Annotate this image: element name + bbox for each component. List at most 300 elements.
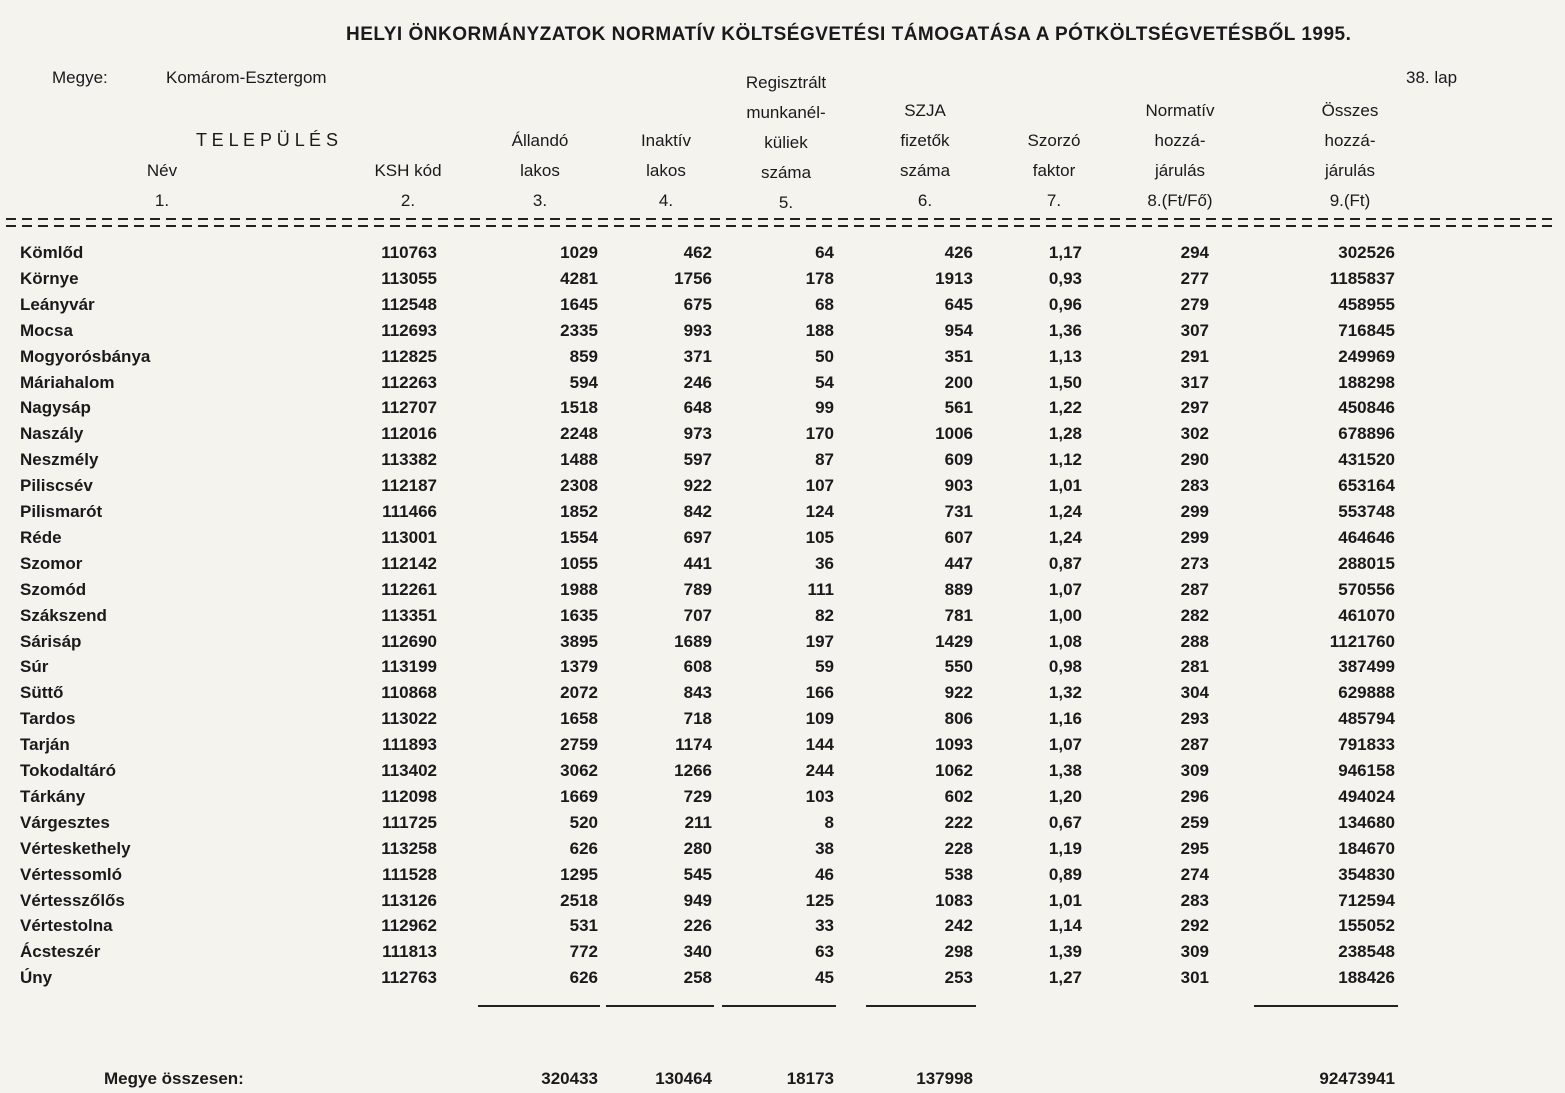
cell-szorzo: 0,89 bbox=[1048, 864, 1082, 884]
cell-reg: 8 bbox=[824, 812, 834, 832]
cell-allando: 2072 bbox=[560, 683, 598, 703]
cell-inaktiv: 843 bbox=[683, 683, 712, 703]
cell-ksh: 113382 bbox=[381, 450, 437, 470]
header-registered-unemployed: Regisztrált munkanél- küliek száma 5. bbox=[745, 73, 827, 212]
cell-inaktiv: 280 bbox=[683, 838, 712, 858]
cell-name: Szomód bbox=[20, 579, 87, 599]
cell-norm: 299 bbox=[1180, 502, 1209, 521]
cell-name: Vértesszőlős bbox=[20, 890, 125, 910]
cell-ossz: 188298 bbox=[1338, 372, 1395, 392]
cell-allando: 772 bbox=[569, 942, 598, 962]
cell-ossz: 712594 bbox=[1338, 890, 1395, 910]
cell-szorzo: 1,08 bbox=[1048, 631, 1082, 651]
cell-reg: 124 bbox=[805, 502, 834, 521]
cell-reg: 33 bbox=[815, 916, 834, 936]
cell-szorzo: 1,50 bbox=[1048, 372, 1082, 392]
cell-inaktiv: 371 bbox=[683, 346, 712, 366]
totals-ossz: 92473941 bbox=[1319, 1069, 1395, 1088]
county-label: Megye: bbox=[52, 68, 108, 87]
cell-szja: 550 bbox=[944, 657, 973, 677]
cell-allando: 3895 bbox=[560, 631, 598, 651]
cell-inaktiv: 697 bbox=[683, 527, 712, 547]
cell-inaktiv: 718 bbox=[683, 709, 712, 729]
cell-ossz: 494024 bbox=[1338, 786, 1395, 806]
sum-line-szja bbox=[866, 1005, 976, 1007]
cell-ksh: 111466 bbox=[382, 502, 437, 521]
cell-inaktiv: 729 bbox=[683, 786, 712, 806]
cell-ksh: 112261 bbox=[381, 579, 437, 599]
cell-szorzo: 1,12 bbox=[1048, 450, 1082, 470]
cell-inaktiv: 789 bbox=[683, 579, 712, 599]
cell-norm: 287 bbox=[1180, 735, 1209, 755]
cell-ossz: 464646 bbox=[1338, 527, 1395, 547]
cell-name: Vérteskethely bbox=[20, 838, 131, 858]
sum-line-inaktiv bbox=[606, 1005, 714, 1007]
cell-inaktiv: 842 bbox=[683, 502, 712, 521]
cell-allando: 2335 bbox=[560, 320, 598, 340]
cell-norm: 297 bbox=[1180, 398, 1209, 418]
table-row bbox=[0, 551, 1565, 577]
cell-norm: 309 bbox=[1180, 942, 1209, 962]
cell-inaktiv: 973 bbox=[683, 424, 712, 444]
cell-name: Tarján bbox=[20, 735, 70, 755]
cell-ksh: 112142 bbox=[381, 553, 437, 573]
cell-szja: 1429 bbox=[935, 631, 973, 651]
table-row bbox=[0, 473, 1565, 499]
header-multiplier: Szorzó faktor 7. bbox=[1027, 131, 1081, 210]
cell-norm: 273 bbox=[1180, 553, 1209, 573]
cell-szja: 806 bbox=[944, 709, 973, 729]
table-row bbox=[0, 680, 1565, 706]
cell-name: Sárisáp bbox=[20, 631, 82, 651]
cell-allando: 1295 bbox=[560, 864, 598, 884]
page-number: 38. lap bbox=[1406, 68, 1458, 87]
cell-ossz: 791833 bbox=[1338, 735, 1395, 755]
cell-name: Vértestolna bbox=[20, 916, 113, 936]
cell-reg: 166 bbox=[805, 683, 834, 703]
cell-reg: 188 bbox=[805, 320, 834, 340]
cell-norm: 307 bbox=[1180, 320, 1209, 340]
cell-name: Tárkány bbox=[20, 786, 86, 806]
cell-name: Piliscsév bbox=[20, 476, 93, 496]
cell-allando: 1988 bbox=[560, 579, 598, 599]
cell-ossz: 249969 bbox=[1338, 346, 1395, 366]
cell-ossz: 184670 bbox=[1338, 838, 1395, 858]
cell-szorzo: 1,07 bbox=[1048, 579, 1082, 599]
cell-ossz: 458955 bbox=[1338, 294, 1395, 314]
cell-szja: 200 bbox=[944, 372, 973, 392]
cell-reg: 170 bbox=[805, 424, 834, 444]
cell-szja: 561 bbox=[944, 398, 973, 418]
cell-szja: 607 bbox=[944, 527, 973, 547]
cell-reg: 38 bbox=[815, 838, 834, 858]
cell-norm: 301 bbox=[1180, 968, 1209, 988]
cell-szja: 228 bbox=[944, 838, 973, 858]
cell-norm: 291 bbox=[1180, 346, 1209, 366]
cell-name: Mogyorósbánya bbox=[20, 346, 151, 366]
table-row bbox=[0, 395, 1565, 421]
cell-allando: 1669 bbox=[560, 786, 598, 806]
cell-szja: 1093 bbox=[935, 735, 973, 755]
cell-szorzo: 1,28 bbox=[1048, 424, 1082, 444]
cell-reg: 178 bbox=[805, 268, 834, 288]
cell-inaktiv: 675 bbox=[683, 294, 712, 314]
cell-inaktiv: 340 bbox=[683, 942, 712, 962]
cell-name: Súr bbox=[20, 657, 49, 677]
cell-inaktiv: 597 bbox=[683, 450, 712, 470]
cell-reg: 68 bbox=[815, 294, 834, 314]
table-row bbox=[0, 344, 1565, 370]
cell-inaktiv: 258 bbox=[683, 968, 712, 988]
cell-ksh: 113022 bbox=[381, 709, 437, 729]
cell-name: Tardos bbox=[20, 709, 76, 729]
cell-name: Szomor bbox=[20, 553, 83, 573]
cell-ksh: 112763 bbox=[381, 968, 437, 988]
cell-name: Várgesztes bbox=[20, 812, 110, 832]
cell-szorzo: 0,96 bbox=[1048, 294, 1082, 314]
cell-ossz: 134680 bbox=[1338, 812, 1395, 832]
cell-name: Naszály bbox=[20, 424, 84, 444]
cell-reg: 103 bbox=[805, 786, 834, 806]
cell-ksh: 112187 bbox=[381, 476, 437, 496]
cell-szja: 1913 bbox=[935, 268, 973, 288]
table-row bbox=[0, 603, 1565, 629]
cell-norm: 282 bbox=[1180, 605, 1209, 625]
cell-norm: 295 bbox=[1180, 838, 1209, 858]
cell-szorzo: 1,20 bbox=[1048, 786, 1082, 806]
cell-name: Neszmély bbox=[20, 450, 99, 470]
table-row bbox=[0, 836, 1565, 862]
cell-ossz: 570556 bbox=[1338, 579, 1395, 599]
cell-norm: 302 bbox=[1180, 424, 1209, 444]
cell-norm: 281 bbox=[1180, 657, 1209, 677]
cell-norm: 293 bbox=[1180, 709, 1209, 729]
cell-szja: 298 bbox=[944, 942, 973, 962]
cell-ksh: 112690 bbox=[381, 631, 437, 651]
cell-szja: 222 bbox=[944, 812, 973, 832]
cell-szorzo: 1,16 bbox=[1048, 709, 1082, 729]
cell-allando: 1554 bbox=[560, 527, 598, 547]
table-row bbox=[0, 939, 1565, 965]
cell-szorzo: 1,17 bbox=[1048, 243, 1082, 262]
cell-szorzo: 1,32 bbox=[1048, 683, 1082, 703]
cell-ossz: 653164 bbox=[1338, 476, 1395, 496]
header-allando: Állandó lakos 3. bbox=[511, 131, 569, 210]
cell-inaktiv: 922 bbox=[683, 476, 712, 496]
cell-szja: 602 bbox=[944, 786, 973, 806]
cell-ossz: 678896 bbox=[1338, 424, 1395, 444]
table-row bbox=[0, 913, 1565, 939]
cell-reg: 125 bbox=[805, 890, 834, 910]
cell-allando: 531 bbox=[569, 916, 598, 936]
cell-norm: 317 bbox=[1180, 372, 1209, 392]
cell-norm: 296 bbox=[1180, 786, 1209, 806]
header-ksh: KSH kód 2. bbox=[374, 161, 442, 210]
cell-ksh: 112548 bbox=[381, 294, 437, 314]
cell-ossz: 716845 bbox=[1338, 320, 1395, 340]
totals-label: Megye összesen: bbox=[104, 1069, 244, 1088]
cell-ksh: 113199 bbox=[381, 657, 437, 677]
table-row bbox=[0, 370, 1565, 396]
cell-allando: 3062 bbox=[560, 761, 598, 780]
cell-norm: 309 bbox=[1180, 761, 1209, 780]
table-row bbox=[0, 965, 1565, 991]
cell-allando: 1852 bbox=[560, 502, 598, 521]
cell-szja: 922 bbox=[944, 683, 973, 703]
cell-ksh: 112707 bbox=[381, 398, 437, 418]
cell-allando: 626 bbox=[569, 838, 598, 858]
cell-szorzo: 1,27 bbox=[1048, 968, 1082, 988]
totals-inaktiv: 130464 bbox=[655, 1069, 712, 1088]
cell-allando: 520 bbox=[569, 812, 598, 832]
header-inaktiv: Inaktív lakos 4. bbox=[640, 131, 692, 210]
table-row bbox=[0, 810, 1565, 836]
cell-szja: 781 bbox=[944, 605, 973, 625]
cell-szorzo: 0,93 bbox=[1048, 268, 1082, 288]
table-row bbox=[0, 862, 1565, 888]
cell-norm: 304 bbox=[1180, 683, 1209, 703]
cell-norm: 294 bbox=[1180, 243, 1209, 262]
cell-reg: 59 bbox=[815, 657, 834, 677]
cell-szorzo: 1,14 bbox=[1048, 916, 1082, 936]
cell-ossz: 461070 bbox=[1338, 605, 1395, 625]
cell-allando: 1645 bbox=[560, 294, 598, 314]
cell-ossz: 1121760 bbox=[1329, 631, 1395, 651]
totals-reg: 18173 bbox=[786, 1069, 834, 1088]
cell-ossz: 155052 bbox=[1338, 916, 1395, 936]
cell-norm: 259 bbox=[1180, 812, 1209, 832]
cell-ksh: 113126 bbox=[381, 890, 437, 910]
cell-szja: 447 bbox=[944, 553, 973, 573]
cell-szja: 253 bbox=[944, 968, 973, 988]
table-row bbox=[0, 577, 1565, 603]
cell-ossz: 485794 bbox=[1338, 709, 1395, 729]
sum-line-allando bbox=[478, 1005, 600, 1007]
table-row bbox=[0, 525, 1565, 551]
cell-reg: 82 bbox=[815, 605, 834, 625]
cell-szja: 426 bbox=[944, 243, 973, 262]
cell-reg: 99 bbox=[815, 398, 834, 418]
cell-ksh: 112825 bbox=[381, 346, 437, 366]
cell-ossz: 1185837 bbox=[1329, 268, 1395, 288]
page-title: HELYI ÖNKORMÁNYZATOK NORMATÍV KÖLTSÉGVETÉSI TÁMOGATÁSA A PÓTKÖLTSÉGVETÉSBŐL 1995. bbox=[346, 24, 1352, 45]
cell-allando: 2248 bbox=[560, 424, 598, 444]
cell-szorzo: 1,19 bbox=[1048, 838, 1082, 858]
cell-szorzo: 1,38 bbox=[1048, 761, 1082, 780]
table-row bbox=[0, 732, 1565, 758]
sum-line-reg bbox=[722, 1005, 836, 1007]
cell-ossz: 450846 bbox=[1338, 398, 1395, 418]
table-row bbox=[0, 447, 1565, 473]
cell-allando: 1379 bbox=[560, 657, 598, 677]
cell-inaktiv: 949 bbox=[683, 890, 712, 910]
cell-ksh: 113055 bbox=[381, 268, 437, 288]
cell-szorzo: 0,67 bbox=[1048, 812, 1082, 832]
cell-name: Tokodaltáró bbox=[20, 761, 117, 780]
cell-inaktiv: 1174 bbox=[675, 735, 712, 755]
cell-ksh: 113402 bbox=[381, 761, 437, 780]
header-divider-top bbox=[6, 218, 1558, 220]
cell-ossz: 553748 bbox=[1338, 502, 1395, 521]
cell-name: Leányvár bbox=[20, 294, 95, 314]
table-row bbox=[0, 784, 1565, 810]
cell-szorzo: 1,24 bbox=[1048, 527, 1082, 547]
cell-inaktiv: 608 bbox=[683, 657, 712, 677]
cell-name: Mocsa bbox=[20, 320, 73, 340]
cell-szorzo: 1,13 bbox=[1048, 346, 1082, 366]
cell-inaktiv: 1756 bbox=[674, 268, 712, 288]
cell-ksh: 112693 bbox=[381, 320, 437, 340]
table-row bbox=[0, 318, 1565, 344]
header-total-contribution: Összes hozzá- járulás 9.(Ft) bbox=[1321, 101, 1379, 210]
cell-szja: 538 bbox=[944, 864, 973, 884]
cell-ksh: 111725 bbox=[382, 812, 437, 832]
table-row bbox=[0, 654, 1565, 680]
cell-szja: 609 bbox=[944, 450, 973, 470]
cell-name: Szákszend bbox=[20, 605, 107, 625]
cell-inaktiv: 462 bbox=[683, 243, 712, 262]
header-szja: SZJA fizetők száma 6. bbox=[899, 101, 951, 210]
cell-norm: 277 bbox=[1180, 268, 1209, 288]
cell-reg: 107 bbox=[805, 476, 834, 496]
cell-allando: 1635 bbox=[560, 605, 598, 625]
cell-name: Máriahalom bbox=[20, 372, 115, 392]
cell-szja: 731 bbox=[944, 502, 973, 521]
cell-norm: 299 bbox=[1180, 527, 1209, 547]
cell-norm: 292 bbox=[1180, 916, 1209, 936]
cell-name: Pilismarót bbox=[20, 502, 103, 521]
county-name: Komárom-Esztergom bbox=[166, 68, 327, 87]
cell-ksh: 113351 bbox=[381, 605, 437, 625]
cell-ossz: 238548 bbox=[1338, 942, 1395, 962]
cell-reg: 144 bbox=[805, 735, 834, 755]
cell-allando: 2759 bbox=[560, 735, 598, 755]
cell-norm: 290 bbox=[1180, 450, 1209, 470]
cell-reg: 54 bbox=[815, 372, 834, 392]
cell-ksh: 112098 bbox=[381, 786, 437, 806]
cell-name: Kömlőd bbox=[20, 243, 84, 262]
cell-inaktiv: 246 bbox=[683, 372, 712, 392]
cell-reg: 63 bbox=[815, 942, 834, 962]
cell-name: Ácsteszér bbox=[20, 942, 101, 962]
cell-reg: 111 bbox=[807, 579, 834, 599]
cell-name: Réde bbox=[20, 527, 62, 547]
cell-name: Úny bbox=[20, 968, 53, 988]
cell-inaktiv: 1266 bbox=[674, 761, 712, 780]
cell-szorzo: 1,01 bbox=[1048, 476, 1082, 496]
cell-inaktiv: 648 bbox=[683, 398, 712, 418]
cell-ksh: 112263 bbox=[381, 372, 437, 392]
cell-norm: 283 bbox=[1180, 890, 1209, 910]
cell-allando: 626 bbox=[569, 968, 598, 988]
table-row bbox=[0, 706, 1565, 732]
cell-name: Süttő bbox=[20, 683, 64, 703]
cell-ksh: 112016 bbox=[381, 424, 437, 444]
cell-allando: 2518 bbox=[560, 890, 598, 910]
cell-allando: 2308 bbox=[560, 476, 598, 496]
cell-inaktiv: 226 bbox=[683, 916, 712, 936]
cell-szorzo: 0,87 bbox=[1048, 553, 1082, 573]
cell-szja: 1083 bbox=[935, 890, 973, 910]
cell-allando: 1488 bbox=[560, 450, 598, 470]
cell-reg: 50 bbox=[815, 346, 834, 366]
cell-reg: 197 bbox=[805, 631, 834, 651]
cell-ksh: 112962 bbox=[381, 916, 437, 936]
cell-szja: 1062 bbox=[935, 761, 973, 780]
sum-line-ossz bbox=[1254, 1005, 1398, 1007]
cell-ossz: 288015 bbox=[1338, 553, 1395, 573]
header-divider-bottom bbox=[6, 225, 1558, 227]
cell-reg: 109 bbox=[805, 709, 834, 729]
cell-allando: 1658 bbox=[560, 709, 598, 729]
cell-inaktiv: 545 bbox=[683, 864, 712, 884]
table-row bbox=[0, 266, 1565, 292]
cell-szorzo: 1,24 bbox=[1048, 502, 1082, 521]
cell-reg: 46 bbox=[815, 864, 834, 884]
cell-reg: 105 bbox=[805, 527, 834, 547]
table-row bbox=[0, 888, 1565, 914]
cell-name: Vértessomló bbox=[20, 864, 123, 884]
cell-ossz: 354830 bbox=[1338, 864, 1395, 884]
header-name: Név 1. bbox=[146, 161, 178, 210]
cell-norm: 288 bbox=[1180, 631, 1209, 651]
cell-reg: 36 bbox=[815, 553, 834, 573]
cell-inaktiv: 707 bbox=[683, 605, 712, 625]
cell-ksh: 111893 bbox=[382, 735, 437, 755]
cell-allando: 859 bbox=[569, 346, 598, 366]
cell-szorzo: 1,39 bbox=[1048, 942, 1082, 962]
cell-name: Nagysáp bbox=[20, 398, 91, 418]
cell-inaktiv: 211 bbox=[684, 812, 712, 832]
cell-norm: 279 bbox=[1180, 294, 1209, 314]
cell-norm: 287 bbox=[1180, 579, 1209, 599]
cell-szorzo: 1,07 bbox=[1048, 735, 1082, 755]
cell-allando: 594 bbox=[569, 372, 598, 392]
cell-ksh: 110763 bbox=[381, 243, 437, 262]
cell-ossz: 188426 bbox=[1338, 968, 1395, 988]
cell-norm: 274 bbox=[1180, 864, 1209, 884]
cell-ossz: 387499 bbox=[1338, 657, 1395, 677]
header-normative: Normatív hozzá- járulás 8.(Ft/Fő) bbox=[1145, 101, 1215, 210]
cell-szorzo: 1,00 bbox=[1048, 605, 1082, 625]
cell-szja: 903 bbox=[944, 476, 973, 496]
table-row bbox=[0, 421, 1565, 447]
cell-allando: 1029 bbox=[560, 243, 598, 262]
cell-ksh: 113258 bbox=[381, 838, 437, 858]
cell-name: Környe bbox=[20, 268, 79, 288]
cell-szja: 954 bbox=[944, 320, 973, 340]
cell-szorzo: 1,22 bbox=[1048, 398, 1082, 418]
table-row bbox=[0, 499, 1565, 525]
table-row bbox=[0, 758, 1565, 784]
cell-norm: 283 bbox=[1180, 476, 1209, 496]
cell-allando: 4281 bbox=[560, 268, 598, 288]
cell-reg: 87 bbox=[815, 450, 834, 470]
cell-inaktiv: 993 bbox=[683, 320, 712, 340]
cell-szja: 351 bbox=[944, 346, 973, 366]
cell-allando: 1055 bbox=[560, 553, 598, 573]
cell-allando: 1518 bbox=[560, 398, 598, 418]
cell-ossz: 431520 bbox=[1338, 450, 1395, 470]
cell-inaktiv: 441 bbox=[683, 553, 712, 573]
totals-szja: 137998 bbox=[916, 1069, 973, 1088]
cell-ksh: 113001 bbox=[381, 527, 437, 547]
cell-szja: 1006 bbox=[935, 424, 973, 444]
cell-szorzo: 1,01 bbox=[1048, 890, 1082, 910]
cell-ossz: 946158 bbox=[1338, 761, 1395, 780]
table-row bbox=[0, 629, 1565, 655]
cell-ksh: 110868 bbox=[381, 683, 437, 703]
